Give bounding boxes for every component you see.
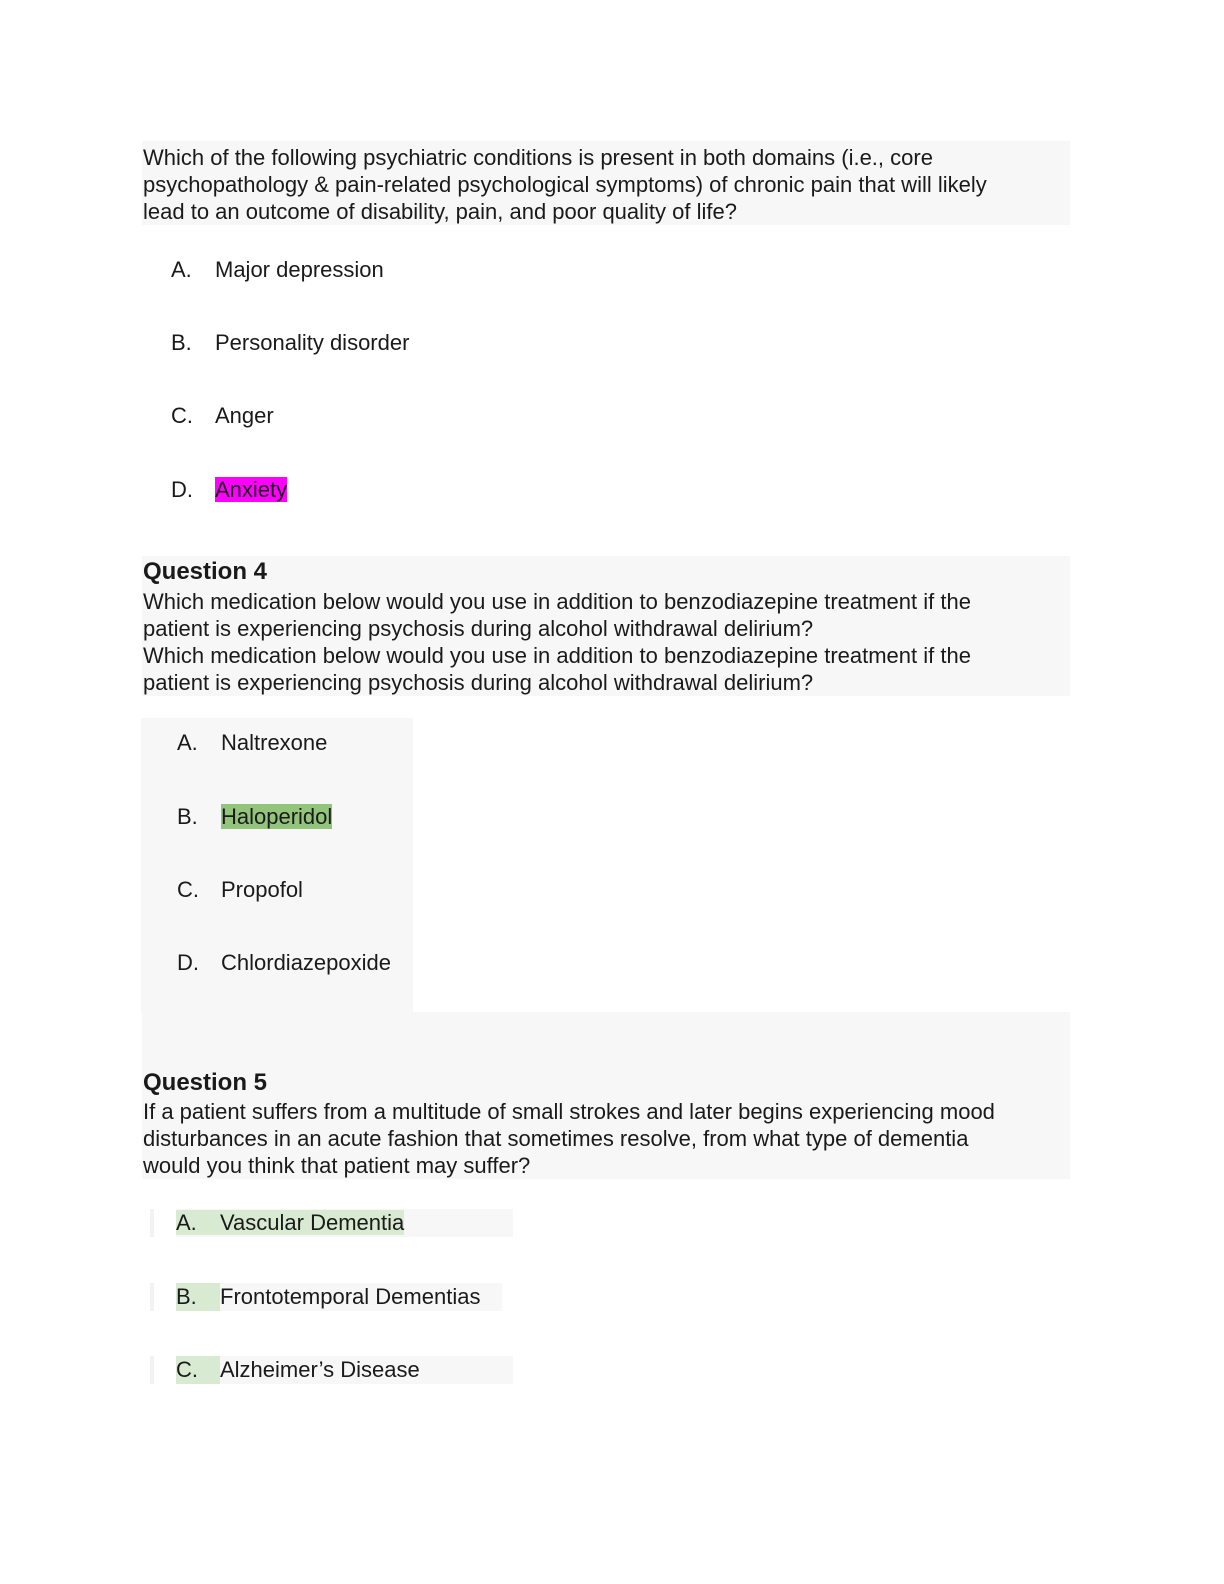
option-letter: A. bbox=[176, 1210, 197, 1235]
q4-option-d bbox=[177, 949, 391, 977]
q5-option-a bbox=[176, 1209, 404, 1237]
option-letter: C. bbox=[176, 1356, 220, 1384]
option-marker bbox=[150, 1209, 154, 1237]
option-marker bbox=[150, 1283, 154, 1311]
option-letter: B. bbox=[177, 804, 198, 829]
q4-option-b bbox=[177, 803, 332, 831]
option-text-highlighted: Haloperidol bbox=[221, 804, 333, 829]
option-letter: B. bbox=[176, 1283, 220, 1311]
q3-stem-line: lead to an outcome of disability, pain, and poor quality of life? bbox=[143, 199, 737, 224]
option-letter: A. bbox=[177, 730, 198, 755]
q4-option-a bbox=[177, 729, 327, 757]
q4-stem-line: patient is experiencing psychosis during alcohol withdrawal delirium? bbox=[143, 670, 814, 695]
option-text-highlighted: Anxiety bbox=[215, 477, 288, 502]
q5-stem-line: would you think that patient may suffer? bbox=[143, 1153, 531, 1178]
q4-stem-line: Which medication below would you use in addition to benzodiazepine treatment if the bbox=[143, 643, 971, 668]
q3-option-b bbox=[171, 329, 409, 357]
q4-title: Question 4 bbox=[143, 558, 268, 585]
option-letter: B. bbox=[171, 330, 192, 355]
q5-option-c bbox=[176, 1356, 420, 1384]
option-text: Frontotemporal Dementias bbox=[220, 1284, 481, 1309]
option-text: Vascular Dementia bbox=[220, 1210, 405, 1235]
option-marker bbox=[150, 1356, 154, 1384]
q3-option-a bbox=[171, 256, 384, 284]
option-text: Major depression bbox=[215, 257, 384, 282]
option-text: Alzheimer’s Disease bbox=[220, 1357, 420, 1382]
option-text: Personality disorder bbox=[215, 330, 410, 355]
option-highlighted bbox=[176, 1210, 404, 1235]
q4-option-c bbox=[177, 876, 303, 904]
q3-option-d bbox=[171, 476, 287, 504]
option-letter: D. bbox=[171, 477, 193, 502]
option-letter: A. bbox=[171, 257, 192, 282]
q5-title: Question 5 bbox=[143, 1069, 268, 1096]
option-text: Chlordiazepoxide bbox=[221, 950, 391, 975]
q4-stem-line: Which medication below would you use in addition to benzodiazepine treatment if the bbox=[143, 589, 971, 614]
option-text: Propofol bbox=[221, 877, 303, 902]
option-text: Anger bbox=[215, 403, 274, 428]
q5-option-b bbox=[176, 1283, 480, 1311]
q3-stem-line: Which of the following psychiatric conditions is present in both domains (i.e., core bbox=[143, 145, 933, 170]
q5-stem-line: If a patient suffers from a multitude of small strokes and later begins experiencing mood bbox=[143, 1099, 995, 1124]
option-letter: C. bbox=[171, 403, 193, 428]
q3-stem-line: psychopathology & pain-related psychological symptoms) of chronic pain that will likely bbox=[143, 172, 987, 197]
option-letter: D. bbox=[177, 950, 199, 975]
q4-stem-line: patient is experiencing psychosis during alcohol withdrawal delirium? bbox=[143, 616, 814, 641]
q5-stem bbox=[143, 1098, 995, 1179]
q3-option-c bbox=[171, 402, 274, 430]
q5-stem-line: disturbances in an acute fashion that sometimes resolve, from what type of dementia bbox=[143, 1126, 969, 1151]
q3-stem bbox=[143, 144, 987, 225]
option-text: Naltrexone bbox=[221, 730, 328, 755]
option-letter: C. bbox=[177, 877, 199, 902]
q4-stem bbox=[143, 588, 971, 696]
